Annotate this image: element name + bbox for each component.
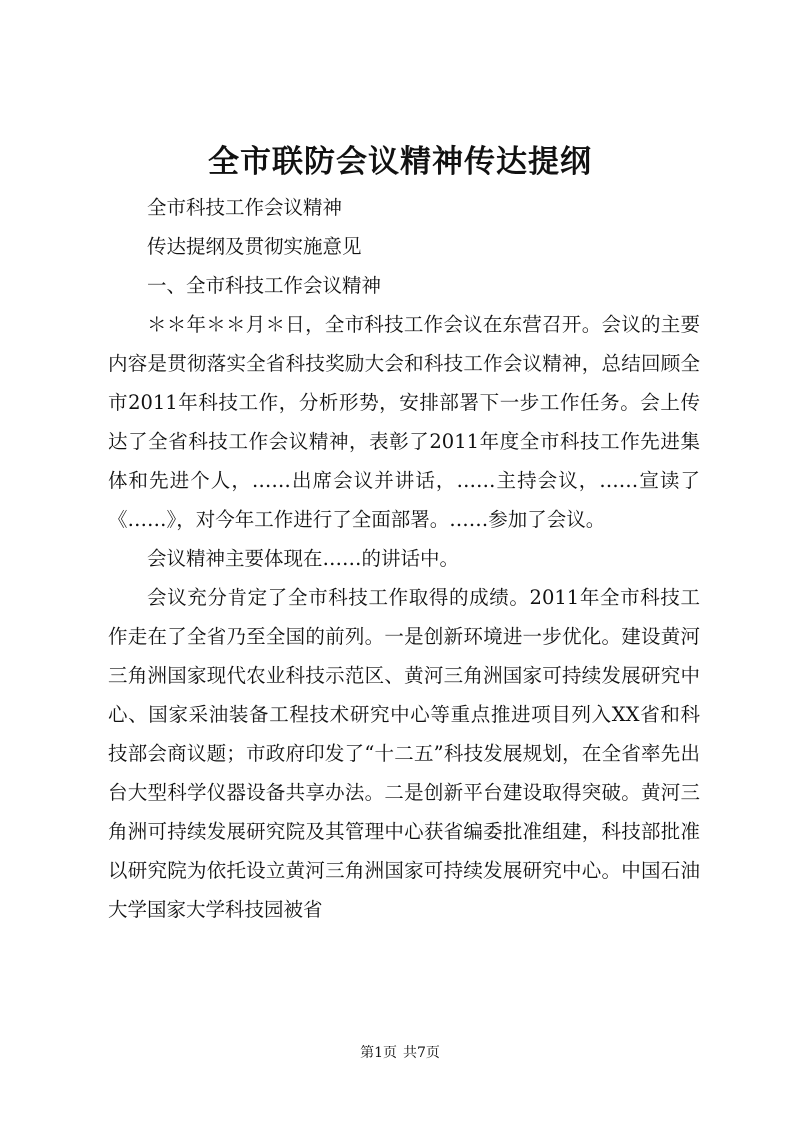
- subtitle-line-2: 传达提纲及贯彻实施意见: [147, 235, 362, 258]
- body-paragraph: 会议精神主要体现在……的讲话中。: [147, 547, 460, 570]
- body-paragraph: ＊＊年＊＊月＊日，全市科技工作会议在东营召开。会议的主要内容是贯彻落实全省科技奖励大会和科技工作会议精神，总结回顾全市2011年科技工作，分析形势，安排部署下一步工作任务。会上传达了全省科技工作会议精神，表彰了2011年度全市科技工作先进集体和先进个人，……出席会议并讲话，……主持会议，……宣读了《……》，对今年工作进行了全面部署。……参加了会议。: [108, 313, 700, 531]
- document-body: [108, 188, 700, 929]
- page-total: 共7页: [403, 1045, 440, 1061]
- body-paragraph: 会议充分肯定了全市科技工作取得的成绩。2011年全市科技工作走在了全省乃至全国的前列。一是创新环境进一步优化。建设黄河三角洲国家现代农业科技示范区、黄河三角洲国家可持续发展研究中心、国家采油装备工程技术研究中心等重点推进项目列入XX省和科技部会商议题；市政府印发了“十二五”科技发展规划，在全省率先出台大型科学仪器设备共享办法。二是创新平台建设取得突破。黄河三角洲可持续发展研究院及其管理中心获省编委批准组建，科技部批准以研究院为依托设立黄河三角洲国家可持续发展研究中心。中国石油大学国家大学科技园被省: [108, 586, 700, 921]
- page-number: 第1页: [360, 1045, 397, 1061]
- subtitle-line-1: 全市科技工作会议精神: [147, 196, 343, 219]
- section-heading: 一、全市科技工作会议精神: [147, 274, 382, 297]
- document-title: 全市联防会议精神传达提纲: [208, 144, 592, 180]
- page-footer: [0, 1042, 800, 1062]
